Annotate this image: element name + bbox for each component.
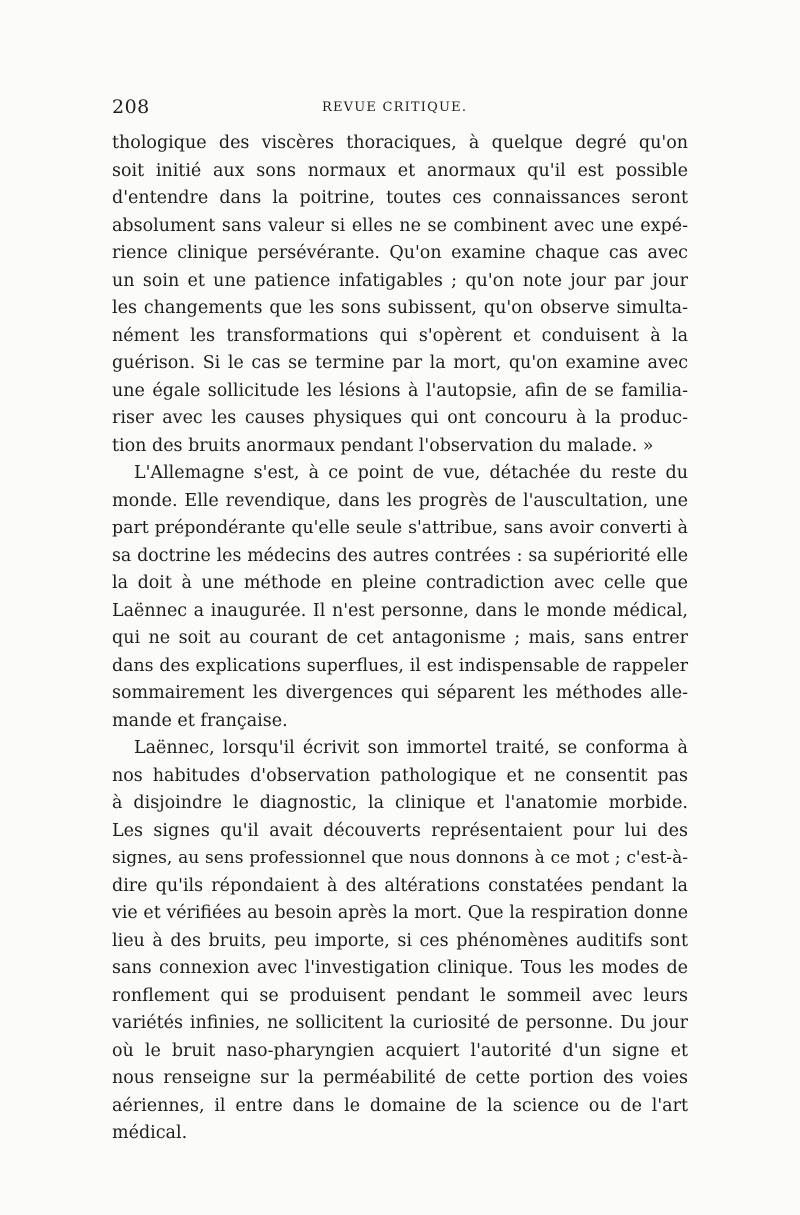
text-line: part prépondérante qu'elle seule s'attribue, sans avoir converti à [112, 518, 688, 538]
text-line: L'Allemagne s'est, à ce point de vue, détachée du reste du [134, 463, 688, 483]
text-line: dans des explications superflues, il est indispensable de rappeler [112, 655, 688, 676]
running-head [112, 96, 688, 126]
text-line: Laënnec a inaugurée. Il n'est personne, dans le monde médical, [112, 600, 688, 621]
text-line: médical. [112, 1123, 188, 1143]
text-line: nous renseigne sur la perméabilité de cette portion des voies [112, 1068, 688, 1088]
text-line: nos habitudes d'observation pathologique et ne consentit pas [112, 765, 688, 786]
text-line: tion des bruits anormaux pendant l'observation du malade. » [112, 435, 654, 456]
text-line: mande et française. [112, 710, 288, 731]
text-line: un soin et une patience infatigables ; qu'on note jour par jour [112, 270, 688, 291]
text-line: sa doctrine les médecins des autres contrées : sa supériorité elle [112, 545, 688, 566]
text-line: d'entendre dans la poitrine, toutes ces connaissances seront [112, 188, 688, 208]
text-line: les changements que les sons subissent, qu'on observe simulta- [112, 298, 688, 318]
text-line: Les signes qu'il avait découverts représentaient pour lui des [112, 820, 688, 841]
text-line: où le bruit naso-pharyngien acquiert l'autorité d'un signe et [112, 1040, 688, 1061]
page-number: 208 [112, 96, 150, 118]
text-line: guérison. Si le cas se termine par la mort, qu'on examine avec [112, 353, 688, 373]
text-line: ronflement qui se produisent pendant le sommeil avec leurs [112, 985, 688, 1006]
text-line: aériennes, il entre dans le domaine de la science ou de l'art [112, 1095, 688, 1116]
text-line: une égale sollicitude les lésions à l'autopsie, afin de se familia- [112, 380, 688, 401]
running-title: REVUE CRITIQUE. [322, 100, 468, 115]
text-line: vie et vérifiées au besoin après la mort. Que la respiration donne [112, 903, 688, 923]
text-line: nément les transformations qui s'opèrent et conduisent à la [112, 325, 688, 346]
text-line: rience clinique persévérante. Qu'on examine chaque cas avec [112, 243, 688, 263]
text-line: qui ne soit au courant de cet antagonisme ; mais, sans entrer [112, 628, 688, 648]
body-text [112, 130, 688, 1148]
text-line: sommairement les divergences qui séparent les méthodes alle- [112, 683, 688, 703]
text-line: variétés infinies, ne sollicitent la curiosité de personne. Du jour [112, 1013, 688, 1033]
text-line: Laënnec, lorsqu'il écrivit son immortel traité, se conforma à [134, 738, 688, 758]
text-line: soit initié aux sons normaux et anormaux qu'il est possible [112, 160, 688, 181]
text-line: à disjoindre le diagnostic, la clinique et l'anatomie morbide. [112, 793, 688, 813]
text-line: monde. Elle revendique, dans les progrès de l'auscultation, une [112, 490, 688, 511]
text-line: lieu à des bruits, peu importe, si ces phénomènes auditifs sont [112, 930, 688, 951]
text-line: la doit à une méthode en pleine contradiction avec celle que [112, 573, 688, 593]
text-line: signes, au sens professionnel que nous donnons à ce mot ; c'est-à- [112, 848, 688, 868]
text-line: riser avec les causes physiques qui ont concouru à la produc- [112, 408, 688, 428]
text-line: thologique des viscères thoraciques, à quelque degré qu'on [112, 133, 688, 153]
text-line: absolument sans valeur si elles ne se combinent avec une expé- [112, 215, 688, 236]
text-line: sans connexion avec l'investigation clinique. Tous les modes de [112, 958, 688, 978]
text-line: dire qu'ils répondaient à des altérations constatées pendant la [112, 875, 688, 896]
